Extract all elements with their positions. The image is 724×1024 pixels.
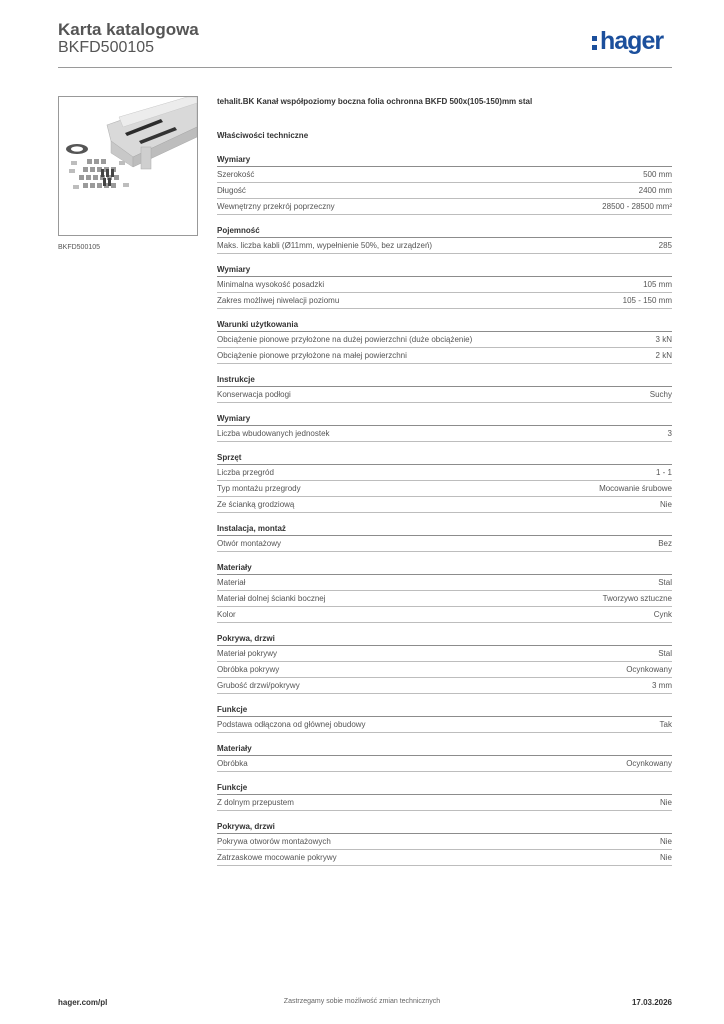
footer-disclaimer: Zastrzegamy sobie możliwość zmian technicznych [283, 998, 441, 1005]
spec-section [217, 782, 672, 811]
spec-label: Kolor [217, 610, 236, 619]
spec-value: 3 [667, 429, 672, 438]
spec-value: Bez [658, 539, 672, 548]
spec-value: 285 [658, 241, 672, 250]
product-code: BKFD500105 [58, 39, 155, 56]
spec-row [217, 756, 672, 772]
spec-label: Obróbka [217, 759, 248, 768]
spec-row [217, 717, 672, 733]
spec-label: Zakres możliwej niwelacji poziomu [217, 296, 340, 305]
footer-website-link[interactable]: hager.com/pl [58, 998, 108, 1007]
spec-value: Nie [659, 500, 672, 509]
spec-value: 3 mm [652, 681, 672, 690]
image-caption: BKFD500105 [58, 244, 101, 251]
spec-section [217, 562, 672, 623]
spec-row [217, 497, 672, 513]
logo-text: hager [600, 27, 664, 55]
spec-label: Maks. liczba kabli (Ø11mm, wypełnienie 50%, bez urządzeń) [217, 241, 433, 250]
spec-label: Konserwacja podłogi [217, 390, 291, 399]
spec-value: Tworzywo sztuczne [602, 594, 672, 603]
spec-row [217, 850, 672, 866]
spec-section [217, 264, 672, 309]
spec-label: Długość [217, 186, 246, 195]
footer-date: 17.03.2026 [631, 998, 672, 1007]
spec-value: 2 kN [655, 351, 672, 360]
spec-value: Nie [659, 853, 672, 862]
spec-row [217, 293, 672, 309]
spec-row [217, 348, 672, 364]
spec-row [217, 607, 672, 623]
section-heading: Funkcje [217, 782, 672, 795]
spec-value: Tak [659, 720, 672, 729]
spec-section [217, 743, 672, 772]
spec-value: Nie [659, 837, 672, 846]
spec-row [217, 465, 672, 481]
spec-value: 105 mm [643, 280, 672, 289]
spec-value: 2400 mm [638, 186, 672, 195]
spec-value: Cynk [653, 610, 672, 619]
section-heading: Materiały [217, 562, 672, 575]
spec-value: 105 - 150 mm [622, 296, 672, 305]
spec-row [217, 481, 672, 497]
section-heading: Wymiary [217, 154, 672, 167]
spec-section [217, 821, 672, 866]
product-image [58, 96, 198, 236]
section-heading: Instalacja, montaż [217, 523, 672, 536]
spec-label: Zatrzaskowe mocowanie pokrywy [217, 853, 337, 862]
spec-row [217, 795, 672, 811]
spec-label: Pokrywa otworów montażowych [217, 837, 331, 846]
spec-section [217, 374, 672, 403]
spec-row [217, 662, 672, 678]
spec-label: Typ montażu przegrody [217, 484, 301, 493]
section-heading: Pokrywa, drzwi [217, 633, 672, 646]
spec-row [217, 387, 672, 403]
section-heading: Wymiary [217, 264, 672, 277]
spec-row [217, 591, 672, 607]
spec-row [217, 536, 672, 552]
section-heading: Wymiary [217, 413, 672, 426]
spec-row [217, 183, 672, 199]
spec-section [217, 523, 672, 552]
spec-section [217, 413, 672, 442]
spec-sections [217, 154, 672, 866]
spec-row [217, 678, 672, 694]
spec-label: Grubość drzwi/pokrywy [217, 681, 300, 690]
spec-row [217, 277, 672, 293]
section-heading: Funkcje [217, 704, 672, 717]
spec-label: Materiał dolnej ścianki bocznej [217, 594, 326, 603]
spec-value: 1 - 1 [655, 468, 672, 477]
spec-value: Mocowanie śrubowe [599, 484, 672, 493]
spec-label: Materiał pokrywy [217, 649, 278, 658]
spec-row [217, 575, 672, 591]
spec-section [217, 452, 672, 513]
spec-section [217, 704, 672, 733]
spec-row [217, 167, 672, 183]
spec-value: 500 mm [643, 170, 672, 179]
spec-label: Liczba wbudowanych jednostek [217, 429, 330, 438]
spec-value: Stal [658, 649, 672, 658]
spec-label: Liczba przegród [217, 468, 274, 477]
spec-row [217, 426, 672, 442]
spec-content [217, 96, 672, 876]
spec-value: Ocynkowany [626, 665, 672, 674]
section-heading: Pojemność [217, 225, 672, 238]
spec-value: Ocynkowany [626, 759, 672, 768]
section-heading: Materiały [217, 743, 672, 756]
product-title: tehalit.BK Kanał współpoziomy boczna folia ochronna BKFD 500x(105-150)mm stal [217, 97, 533, 106]
spec-label: Obróbka pokrywy [217, 665, 280, 674]
technical-properties-title: Właściwości techniczne [217, 131, 309, 140]
spec-section [217, 154, 672, 215]
spec-row [217, 646, 672, 662]
spec-row [217, 199, 672, 215]
spec-label: Z dolnym przepustem [217, 798, 294, 807]
spec-value: Nie [659, 798, 672, 807]
product-photo-icon [59, 97, 197, 235]
spec-section [217, 225, 672, 254]
spec-label: Obciążenie pionowe przyłożone na dużej powierzchni (duże obciążenie) [217, 335, 473, 344]
section-heading: Pokrywa, drzwi [217, 821, 672, 834]
spec-row [217, 332, 672, 348]
spec-label: Minimalna wysokość posadzki [217, 280, 325, 289]
section-heading: Sprzęt [217, 452, 672, 465]
spec-label: Ze ścianką grodziową [217, 500, 295, 509]
spec-label: Otwór montażowy [217, 539, 282, 548]
spec-value: 28500 - 28500 mm² [602, 202, 672, 211]
spec-row [217, 834, 672, 850]
spec-value: Suchy [649, 390, 672, 399]
spec-label: Materiał [217, 578, 246, 587]
spec-label: Podstawa odłączona od głównej obudowy [217, 720, 366, 729]
spec-section [217, 633, 672, 694]
spec-row [217, 238, 672, 254]
spec-label: Wewnętrzny przekrój poprzeczny [217, 202, 335, 211]
spec-value: 3 kN [655, 335, 672, 344]
section-heading: Warunki użytkowania [217, 319, 672, 332]
header-divider [58, 67, 672, 68]
spec-value: Stal [658, 578, 672, 587]
spec-label: Obciążenie pionowe przyłożone na małej powierzchni [217, 351, 407, 360]
page-title: Karta katalogowa [58, 20, 199, 39]
spec-section [217, 319, 672, 364]
spec-label: Szerokość [217, 170, 255, 179]
logo-dots-icon [592, 27, 599, 47]
hager-logo[interactable] [592, 27, 663, 55]
section-heading: Instrukcje [217, 374, 672, 387]
